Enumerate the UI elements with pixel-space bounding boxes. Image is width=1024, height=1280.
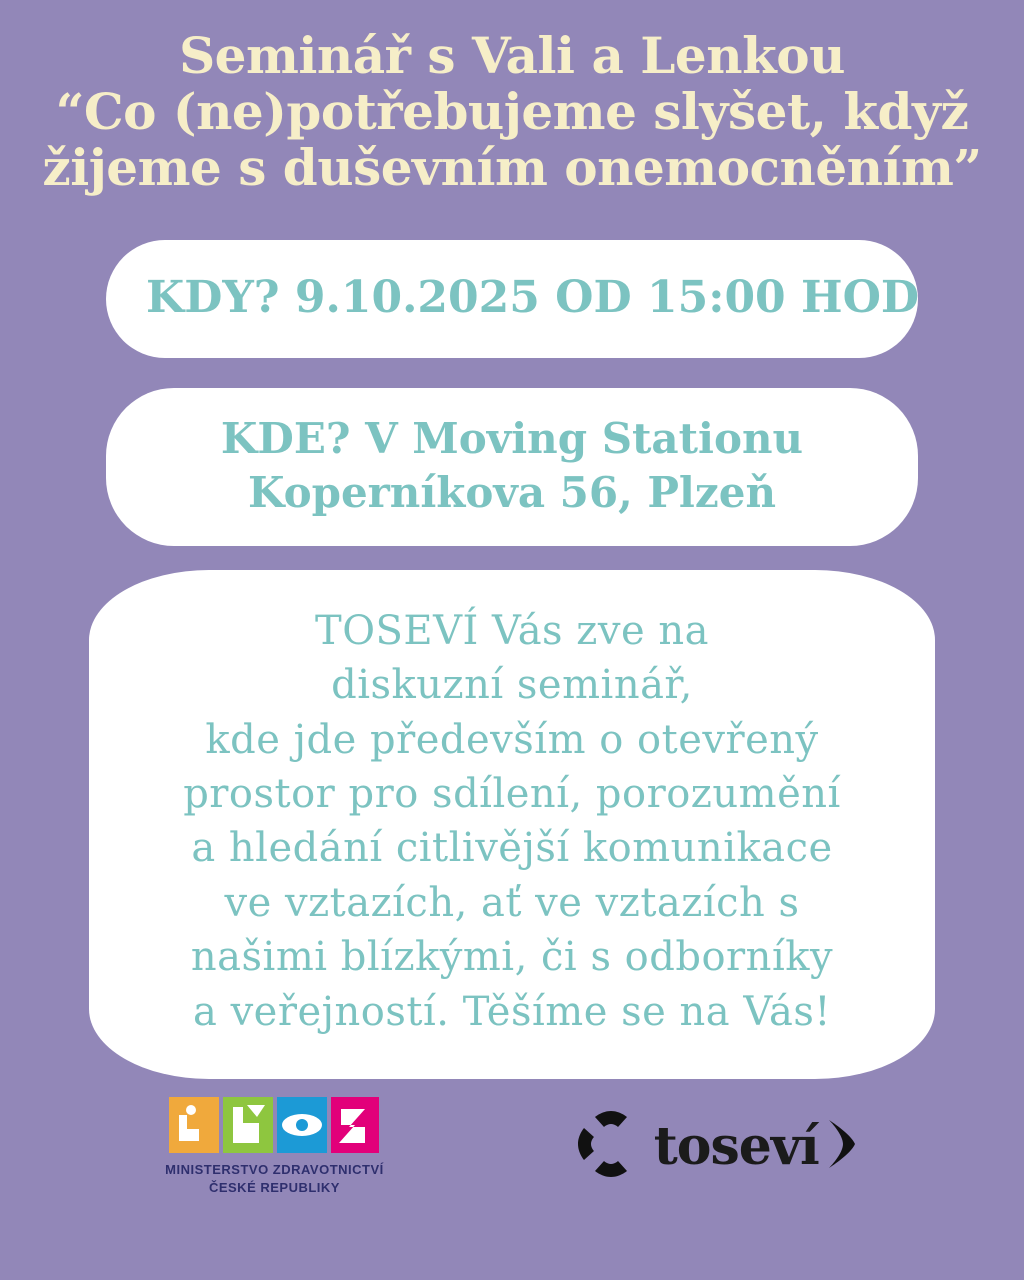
description-line: TOSEVÍ Vás zve na: [315, 607, 709, 654]
tosevi-chevron-icon: [825, 1114, 859, 1179]
tosevi-logo: [574, 1107, 859, 1186]
ministry-logo-icon: [169, 1097, 379, 1153]
description-line: ve vztazích, ať ve vztazích s: [224, 879, 800, 926]
ministry-logo-line-1: MINISTERSTVO ZDRAVOTNICTVÍ: [165, 1162, 384, 1178]
tosevi-wordmark: toseví: [653, 1116, 819, 1178]
poster-title: [0, 28, 1024, 196]
description-line: diskuzní seminář,: [331, 662, 693, 709]
where-line-2: Koperníkova 56, Plzeň: [248, 468, 776, 518]
ministry-logo-text: [165, 1161, 384, 1196]
description-card: [89, 570, 935, 1079]
ministry-logo: [165, 1097, 384, 1196]
when-card: [106, 240, 918, 358]
where-line-1: KDE? V Moving Stationu: [220, 414, 804, 464]
title-line-2: “Co (ne)potřebujeme slyšet, když: [55, 82, 969, 141]
description-line: kde jde především o otevřený: [205, 716, 819, 763]
description-line: prostor pro sdílení, porozumění: [183, 771, 841, 818]
ministry-logo-line-2: ČESKÉ REPUBLIKY: [208, 1179, 340, 1195]
where-card: [106, 388, 918, 546]
tosevi-logo-icon: [574, 1107, 648, 1186]
title-line-3: žijeme s duševním onemocněním”: [42, 138, 982, 197]
description-line: a hledání citlivější komunikace: [191, 825, 833, 872]
description-line: našimi blízkými, či s odborníky: [190, 934, 834, 981]
when-text: KDY? 9.10.2025 OD 15:00 HOD: [146, 272, 920, 323]
logo-row: [0, 1097, 1024, 1216]
title-line-1: Seminář s Vali a Lenkou: [179, 26, 845, 85]
description-line: a veřejností. Těšíme se na Vás!: [193, 988, 831, 1035]
